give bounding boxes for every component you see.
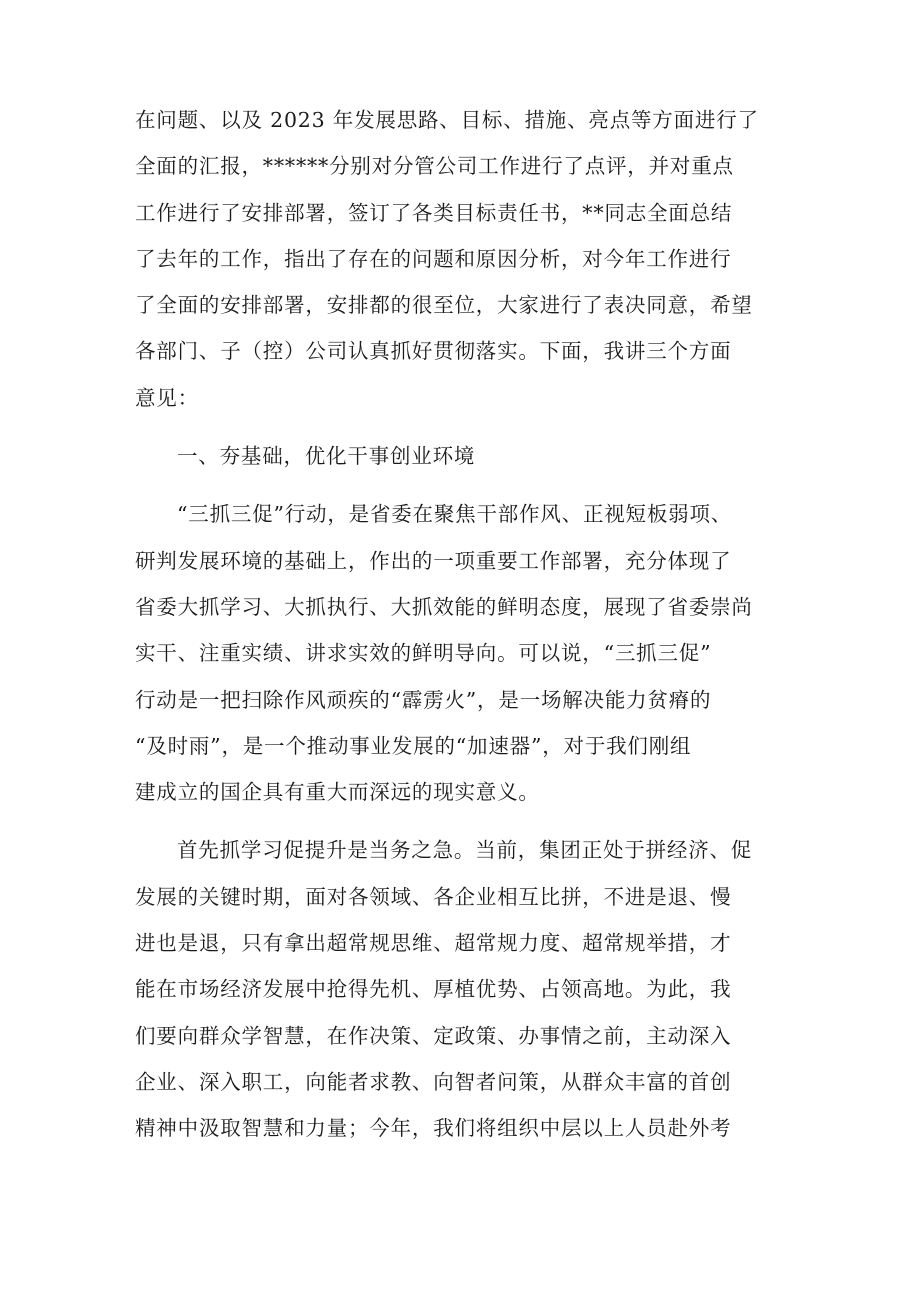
paragraph-line: 实干、注重实绩、讲求实效的鲜明导向。可以说，“三抓三促” [135, 641, 712, 666]
paragraph-line: 工作进行了安排部署，签订了各类目标责任书，**同志全面总结 [135, 200, 733, 225]
paragraph-spacer [135, 479, 795, 491]
paragraph-2 [135, 491, 795, 815]
paragraph-first-line: “三抓三促”行动，是省委在聚焦干部作风、正视短板弱项、 [177, 502, 733, 527]
paragraph-spacer [135, 815, 795, 827]
paragraph-line: 研判发展环境的基础上，作出的一项重要工作部署，充分体现了 [135, 548, 732, 573]
paragraph-line: 了全面的安排部署，安排都的很至位，大家进行了表决同意，希望 [135, 293, 753, 318]
paragraph-line: 省委大抓学习、大抓执行、大抓效能的鲜明态度，展现了省委崇尚 [135, 594, 753, 619]
paragraph-line: 全面的汇报，******分别对分管公司工作进行了点评，并对重点 [135, 154, 734, 179]
paragraph-spacer [135, 421, 795, 433]
paragraph-first-line: 首先抓学习促提升是当务之急。当前，集团正处于拼经济、促 [177, 838, 753, 863]
document-body [135, 97, 795, 1152]
paragraph-line: 发展的关键时期，面对各领域、各企业相互比拼，不进是退、慢 [135, 884, 732, 909]
paragraph-line: 能在市场经济发展中抢得先机、厚植优势、占领高地。为此，我 [135, 977, 732, 1002]
section-heading-1 [135, 433, 795, 479]
paragraph-line: “及时雨”，是一个推动事业发展的“加速器”，对于我们刚组 [135, 733, 692, 758]
paragraph-line: 进也是退，只有拿出超常规思维、超常规力度、超常规举措，才 [135, 931, 732, 956]
paragraph-line: 在问题、以及 2023 年发展思路、目标、措施、亮点等方面进行了 [135, 108, 759, 132]
paragraph-line: 行动是一把扫除作风顽疾的“霹雳火”，是一场解决能力贫瘠的 [135, 687, 712, 712]
paragraph-line: 企业、深入职工，向能者求教、向智者问策，从群众丰富的首创 [135, 1069, 732, 1094]
section-heading: 一、夯基础，优化干事创业环境 [177, 444, 476, 469]
paragraph-line: 各部门、子（控）公司认真抓好贯彻落实。下面，我讲三个方面 [135, 339, 732, 364]
paragraph-line: 了去年的工作，指出了存在的问题和原因分析，对今年工作进行 [135, 246, 732, 271]
paragraph-line: 建成立的国企具有重大而深远的现实意义。 [135, 780, 540, 805]
paragraph-line: 意见： [135, 385, 199, 410]
paragraph-1 [135, 97, 795, 421]
paragraph-3 [135, 827, 795, 1151]
paragraph-line: 精神中汲取智慧和力量；今年，我们将组织中层以上人员赴外考 [135, 1116, 732, 1141]
paragraph-line: 们要向群众学智慧，在作决策、定政策、办事情之前，主动深入 [135, 1023, 732, 1048]
